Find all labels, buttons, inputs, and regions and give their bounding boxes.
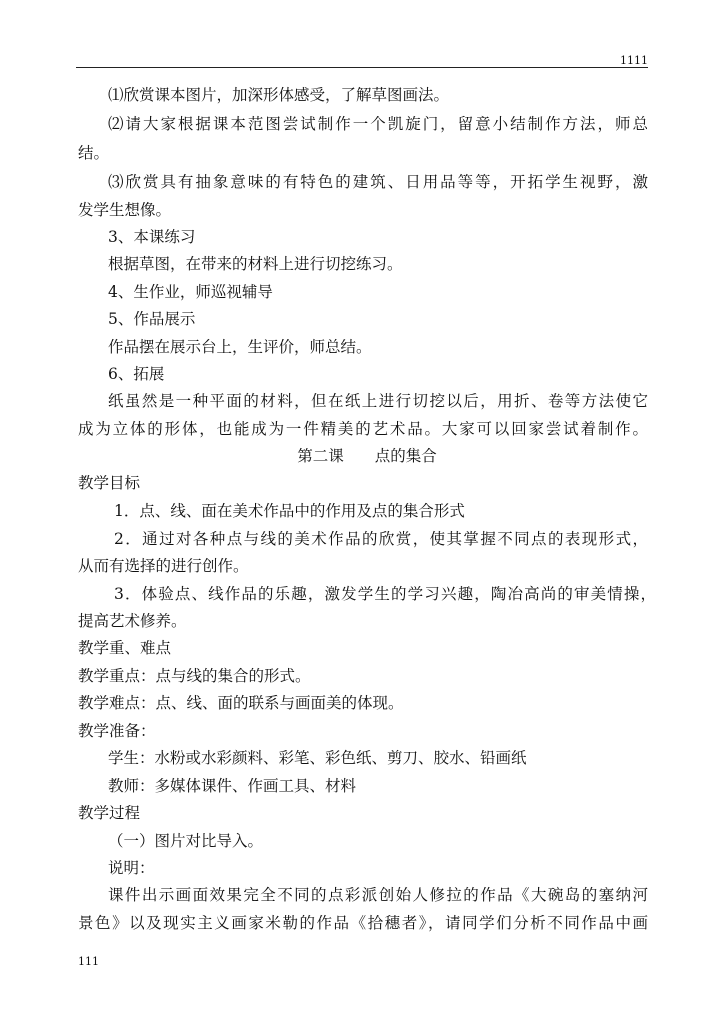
text-line: 3、本课练习 [108,228,196,246]
text-line: （一）图片对比导入。 [108,832,264,850]
text-line: 3．体验点、线作品的乐趣，激发学生的学习兴趣，陶冶高尚的审美情操， [114,585,656,603]
text-line: 景色》以及现实主义画家米勒的作品《拾穗者》，请同学们分析不同作品中画 [78,914,648,932]
footer-page-number: 111 [78,955,99,968]
text-line: 课件出示画面效果完全不同的点彩派创始人修拉的作品《大碗岛的塞纳河 [108,886,648,904]
section-heading: 教学重、难点 [78,639,172,657]
section-heading: 教学过程 [78,804,141,822]
text-line: 1．点、线、面在美术作品中的作用及点的集合形式 [114,502,465,520]
text-line: 纸虽然是一种平面的材料，但在纸上进行切挖以后，用折、卷等方法使它 [108,392,648,410]
section-heading: 教学准备： [78,722,156,740]
text-line: 结。 [78,144,110,162]
header-page-number: 1111 [620,54,648,67]
text-line: ⑶欣赏具有抽象意味的有特色的建筑、日用品等等，开拓学生视野，激 [108,173,648,191]
text-line: 根据草图，在带来的材料上进行切挖练习。 [108,255,403,273]
text-line: 2．通过对各种点与线的美术作品的欣赏，使其掌握不同点的表现形式， [114,530,648,548]
text-line: ⑴欣赏课本图片，加深形体感受，了解草图画法。 [108,86,450,104]
text-line: 教学重点：点与线的集合的形式。 [78,667,311,685]
text-line: ⑵请大家根据课本范图尝试制作一个凯旋门，留意小结制作方法，师总 [108,115,648,133]
text-line: 发学生想像。 [78,201,172,219]
text-line: 成为立体的形体，也能成为一件精美的艺术品。大家可以回家尝试着制作。 [78,420,648,438]
text-line: 作品摆在展示台上，生评价，师总结。 [108,338,372,356]
text-line: 学生：水粉或水彩颜料、彩笔、彩色纸、剪刀、胶水、铅画纸 [108,749,527,767]
text-line: 说明： [108,859,155,877]
text-line: 6、拓展 [108,365,165,383]
text-line: 5、作品展示 [108,310,196,328]
text-line: 4、生作业，师巡视辅导 [108,283,273,301]
header-divider [76,67,648,68]
lesson-title: 第二课 点的集合 [297,447,437,465]
text-line: 从而有选择的进行创作。 [78,557,249,575]
text-line: 教师：多媒体课件、作画工具、材料 [108,777,357,795]
text-line: 教学难点：点、线、面的联系与画面美的体现。 [78,694,404,712]
section-heading: 教学目标 [78,474,141,492]
text-line: 提高艺术修养。 [78,612,187,630]
